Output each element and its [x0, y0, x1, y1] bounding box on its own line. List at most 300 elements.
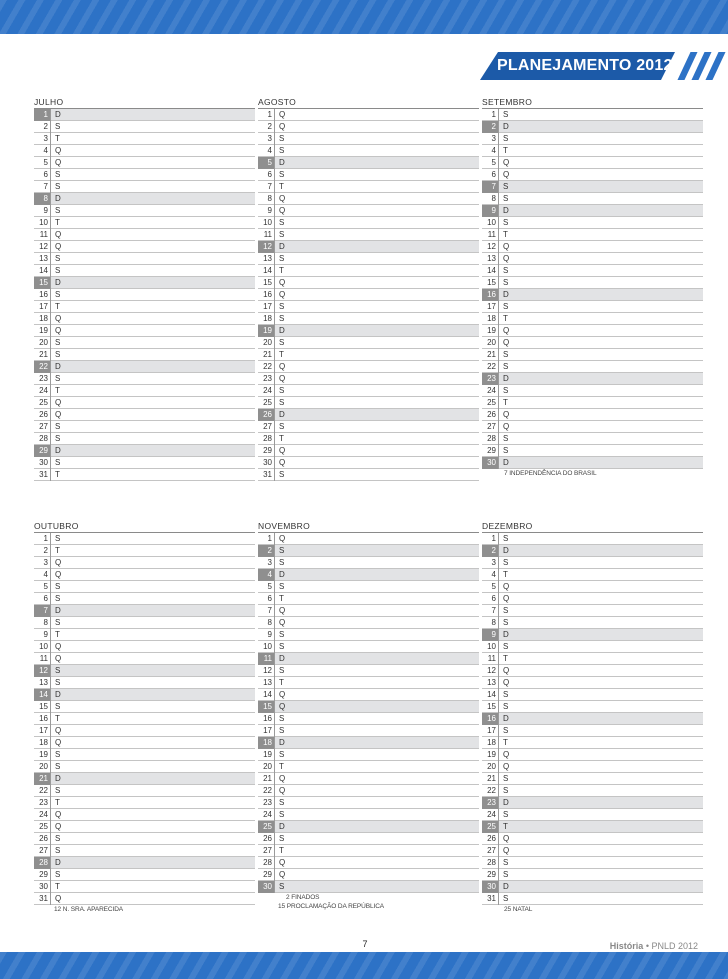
day-row [482, 181, 703, 193]
weekday-letter: Q [503, 325, 510, 335]
weekday-letter: S [503, 433, 509, 443]
weekday-letter: Q [503, 749, 510, 759]
day-number: 20 [39, 761, 48, 771]
weekday-letter: S [503, 265, 509, 275]
weekday-letter: Q [279, 289, 286, 299]
day-number: 20 [263, 337, 272, 347]
weekday-letter: S [503, 785, 509, 795]
day-row [258, 265, 479, 277]
weekday-letter: S [503, 857, 509, 867]
day-number: 7 [267, 181, 272, 191]
day-number: 12 [34, 665, 50, 677]
day-row [258, 361, 479, 373]
weekday-letter: T [503, 821, 508, 831]
day-row [258, 761, 479, 773]
day-row [258, 653, 479, 665]
day-number: 11 [487, 229, 496, 239]
weekday-letter: Q [279, 869, 286, 879]
day-number: 14 [34, 689, 50, 701]
day-row [482, 629, 703, 641]
weekday-letter: Q [503, 677, 510, 687]
weekday-letter: D [503, 373, 509, 383]
day-number: 5 [43, 581, 48, 591]
weekday-letter: Q [55, 641, 62, 651]
day-number: 8 [267, 617, 272, 627]
day-number: 24 [487, 809, 496, 819]
day-number: 13 [39, 253, 48, 263]
month-block-agosto [258, 96, 479, 481]
weekday-letter: Q [503, 833, 510, 843]
weekday-letter: T [503, 737, 508, 747]
day-number: 22 [263, 785, 272, 795]
day-row [34, 725, 255, 737]
day-row [258, 409, 479, 421]
day-number: 10 [39, 217, 48, 227]
weekday-letter: D [55, 445, 61, 455]
day-row [482, 277, 703, 289]
weekday-letter: S [55, 761, 61, 771]
day-row [482, 605, 703, 617]
day-number: 14 [487, 689, 496, 699]
weekday-letter: S [279, 169, 285, 179]
day-row [258, 301, 479, 313]
day-number: 29 [263, 445, 272, 455]
holiday-note: 15 PROCLAMAÇÃO DA REPÚBLICA [278, 903, 385, 910]
day-number: 9 [482, 629, 498, 641]
day-row [482, 121, 703, 133]
day-row [482, 361, 703, 373]
day-number: 28 [487, 857, 496, 867]
weekday-letter: S [279, 397, 285, 407]
day-row [34, 701, 255, 713]
month-block-julho [34, 96, 255, 481]
day-number: 25 [39, 397, 48, 407]
weekday-letter: S [55, 373, 61, 383]
weekday-letter: Q [279, 689, 286, 699]
day-number: 17 [487, 725, 496, 735]
weekday-letter: D [503, 713, 509, 723]
month-header: AGOSTO [258, 96, 479, 109]
weekday-letter: S [279, 665, 285, 675]
day-number: 16 [39, 713, 48, 723]
day-number: 10 [487, 217, 496, 227]
day-number: 26 [39, 409, 48, 419]
day-number: 1 [43, 533, 48, 543]
day-number: 3 [43, 133, 48, 143]
weekday-letter: S [55, 593, 61, 603]
weekday-letter: T [55, 797, 60, 807]
day-number: 15 [487, 701, 496, 711]
weekday-letter: T [503, 569, 508, 579]
weekday-letter: S [279, 337, 285, 347]
day-number: 15 [263, 277, 272, 287]
day-number: 15 [258, 701, 274, 713]
weekday-letter: T [279, 265, 284, 275]
day-number: 4 [491, 569, 496, 579]
day-row [482, 217, 703, 229]
day-number: 22 [263, 361, 272, 371]
day-row [482, 109, 703, 121]
month-header: DEZEMBRO [482, 520, 703, 533]
weekday-letter: D [503, 881, 509, 891]
day-number: 31 [39, 469, 48, 479]
day-number: 24 [263, 385, 272, 395]
day-number: 20 [487, 337, 496, 347]
day-number: 16 [482, 289, 498, 301]
day-row [482, 809, 703, 821]
day-number: 7 [34, 605, 50, 617]
day-row [34, 205, 255, 217]
day-row [34, 689, 255, 701]
weekday-letter: Q [279, 457, 286, 467]
month-block-setembro [482, 96, 703, 478]
day-row [258, 157, 479, 169]
day-row [482, 193, 703, 205]
day-number: 1 [491, 109, 496, 119]
day-number: 26 [487, 409, 496, 419]
day-row [258, 337, 479, 349]
weekday-letter: D [503, 457, 509, 467]
weekday-letter: T [279, 677, 284, 687]
weekday-letter: S [503, 301, 509, 311]
day-row [34, 397, 255, 409]
day-number: 9 [482, 205, 498, 217]
day-row [34, 385, 255, 397]
weekday-letter: S [279, 313, 285, 323]
day-number: 9 [267, 629, 272, 639]
weekday-letter: Q [55, 313, 62, 323]
weekday-letter: D [279, 241, 285, 251]
day-row [34, 773, 255, 785]
weekday-letter: T [55, 301, 60, 311]
weekday-letter: S [503, 193, 509, 203]
weekday-letter: D [503, 629, 509, 639]
day-number: 2 [482, 121, 498, 133]
day-row [258, 557, 479, 569]
day-row [482, 133, 703, 145]
page-number: 7 [354, 937, 376, 953]
day-number: 2 [43, 121, 48, 131]
weekday-letter: Q [55, 241, 62, 251]
day-number: 18 [487, 313, 496, 323]
day-number: 4 [491, 145, 496, 155]
weekday-letter: S [279, 545, 285, 555]
day-row [34, 713, 255, 725]
weekday-letter: S [503, 869, 509, 879]
day-row [34, 629, 255, 641]
day-row [34, 169, 255, 181]
weekday-letter: S [503, 809, 509, 819]
weekday-letter: D [279, 325, 285, 335]
weekday-letter: D [55, 109, 61, 119]
weekday-letter: T [279, 181, 284, 191]
weekday-letter: D [279, 653, 285, 663]
weekday-letter: S [503, 133, 509, 143]
day-row [34, 445, 255, 457]
day-row [258, 833, 479, 845]
day-number: 12 [39, 241, 48, 251]
day-number: 28 [487, 433, 496, 443]
day-number: 5 [258, 157, 274, 169]
weekday-letter: S [503, 361, 509, 371]
day-row [34, 761, 255, 773]
weekday-letter: Q [279, 361, 286, 371]
day-number: 28 [39, 433, 48, 443]
weekday-letter: D [503, 205, 509, 215]
day-number: 12 [487, 665, 496, 675]
weekday-letter: S [55, 677, 61, 687]
weekday-letter: S [503, 605, 509, 615]
day-row [258, 181, 479, 193]
day-row [34, 617, 255, 629]
day-number: 30 [39, 881, 48, 891]
day-number: 6 [267, 593, 272, 603]
day-row [34, 665, 255, 677]
day-number: 22 [34, 361, 50, 373]
day-number: 12 [263, 665, 272, 675]
weekday-letter: Q [279, 373, 286, 383]
day-number: 23 [482, 373, 498, 385]
day-number: 3 [267, 133, 272, 143]
weekday-letter: S [279, 145, 285, 155]
day-number: 4 [267, 145, 272, 155]
day-number: 7 [482, 181, 498, 193]
weekday-letter: S [503, 445, 509, 455]
day-row [34, 241, 255, 253]
weekday-letter: Q [55, 821, 62, 831]
day-row [482, 385, 703, 397]
weekday-letter: Q [279, 109, 286, 119]
day-row [482, 409, 703, 421]
weekday-letter: S [503, 349, 509, 359]
weekday-letter: S [55, 253, 61, 263]
weekday-letter: S [503, 893, 509, 903]
day-row [258, 133, 479, 145]
weekday-letter: Q [55, 145, 62, 155]
weekday-letter: S [503, 641, 509, 651]
day-row [34, 893, 255, 905]
day-number: 5 [267, 581, 272, 591]
weekday-letter: S [503, 557, 509, 567]
day-row [482, 265, 703, 277]
weekday-letter: Q [503, 593, 510, 603]
day-row [34, 557, 255, 569]
day-row [258, 385, 479, 397]
weekday-letter: S [279, 581, 285, 591]
weekday-letter: Q [55, 653, 62, 663]
weekday-letter: T [55, 217, 60, 227]
month-header: JULHO [34, 96, 255, 109]
day-row [482, 737, 703, 749]
holiday-note: 2 FINADOS [286, 894, 320, 901]
weekday-letter: D [503, 289, 509, 299]
weekday-letter: S [55, 121, 61, 131]
weekday-letter: D [503, 121, 509, 131]
weekday-letter: S [55, 785, 61, 795]
day-number: 6 [43, 593, 48, 603]
day-row [34, 845, 255, 857]
weekday-letter: Q [279, 121, 286, 131]
day-row [482, 701, 703, 713]
day-number: 29 [487, 869, 496, 879]
day-number: 4 [43, 145, 48, 155]
day-row [258, 373, 479, 385]
weekday-letter: Q [279, 701, 286, 711]
day-row [258, 469, 479, 481]
day-row [258, 325, 479, 337]
day-number: 19 [258, 325, 274, 337]
day-row [258, 457, 479, 469]
day-row [482, 557, 703, 569]
day-row [34, 785, 255, 797]
day-number: 29 [263, 869, 272, 879]
day-row [34, 109, 255, 121]
day-number: 15 [487, 277, 496, 287]
day-number: 14 [263, 265, 272, 275]
day-number: 10 [263, 641, 272, 651]
day-row [34, 749, 255, 761]
month-block-dezembro [482, 520, 703, 914]
weekday-letter: S [279, 229, 285, 239]
weekday-letter: T [279, 845, 284, 855]
day-row [482, 821, 703, 833]
day-number: 16 [482, 713, 498, 725]
day-number: 3 [267, 557, 272, 567]
day-number: 6 [491, 169, 496, 179]
weekday-letter: S [279, 217, 285, 227]
weekday-letter: S [279, 641, 285, 651]
day-row [258, 569, 479, 581]
day-row [34, 869, 255, 881]
weekday-letter: T [279, 349, 284, 359]
day-number: 21 [39, 349, 48, 359]
weekday-letter: Q [279, 205, 286, 215]
day-row [482, 289, 703, 301]
day-row [258, 193, 479, 205]
day-number: 5 [491, 157, 496, 167]
day-row [258, 205, 479, 217]
day-number: 12 [258, 241, 274, 253]
day-row [34, 217, 255, 229]
day-row [482, 325, 703, 337]
day-row [482, 397, 703, 409]
weekday-letter: Q [55, 325, 62, 335]
weekday-letter: T [503, 313, 508, 323]
day-number: 21 [34, 773, 50, 785]
day-row [258, 617, 479, 629]
weekday-letter: Q [503, 337, 510, 347]
day-number: 26 [39, 833, 48, 843]
day-row [34, 157, 255, 169]
weekday-letter: D [55, 605, 61, 615]
day-row [34, 409, 255, 421]
month-block-novembro [258, 520, 479, 911]
day-number: 30 [482, 881, 498, 893]
day-number: 10 [263, 217, 272, 227]
day-row [258, 169, 479, 181]
day-row [258, 749, 479, 761]
day-number: 19 [39, 749, 48, 759]
day-row [258, 533, 479, 545]
day-row [482, 533, 703, 545]
day-row [482, 797, 703, 809]
day-row [34, 737, 255, 749]
day-number: 15 [34, 277, 50, 289]
weekday-letter: Q [55, 409, 62, 419]
weekday-letter: T [55, 629, 60, 639]
day-row [258, 845, 479, 857]
day-row [482, 349, 703, 361]
day-row [482, 869, 703, 881]
day-number: 30 [482, 457, 498, 469]
day-row [482, 653, 703, 665]
weekday-letter: S [55, 421, 61, 431]
weekday-letter: D [55, 361, 61, 371]
day-row [34, 145, 255, 157]
day-row [482, 773, 703, 785]
weekday-letter: S [279, 713, 285, 723]
day-number: 26 [258, 409, 274, 421]
day-row [258, 217, 479, 229]
bottom-decorative-bar [0, 952, 728, 979]
day-number: 2 [482, 545, 498, 557]
day-number: 14 [263, 689, 272, 699]
day-row [482, 845, 703, 857]
day-row [34, 593, 255, 605]
weekday-letter: Q [503, 169, 510, 179]
weekday-letter: S [55, 457, 61, 467]
day-row [34, 361, 255, 373]
day-row [258, 677, 479, 689]
day-number: 23 [39, 797, 48, 807]
day-row [258, 689, 479, 701]
weekday-letter: S [279, 469, 285, 479]
day-row [258, 869, 479, 881]
day-number: 21 [487, 349, 496, 359]
weekday-letter: S [503, 277, 509, 287]
weekday-letter: S [55, 337, 61, 347]
weekday-letter: S [503, 181, 509, 191]
weekday-letter: Q [279, 773, 286, 783]
day-number: 18 [39, 313, 48, 323]
day-row [482, 145, 703, 157]
day-number: 8 [267, 193, 272, 203]
day-row [34, 133, 255, 145]
weekday-letter: S [279, 629, 285, 639]
day-number: 23 [39, 373, 48, 383]
day-row [258, 725, 479, 737]
weekday-letter: S [503, 701, 509, 711]
day-number: 27 [263, 421, 272, 431]
day-row [258, 109, 479, 121]
day-number: 22 [487, 785, 496, 795]
day-row [258, 641, 479, 653]
weekday-letter: S [503, 109, 509, 119]
day-number: 17 [263, 725, 272, 735]
day-number: 1 [267, 109, 272, 119]
day-row [34, 349, 255, 361]
weekday-letter: Q [279, 533, 286, 543]
day-number: 5 [43, 157, 48, 167]
weekday-letter: S [279, 421, 285, 431]
weekday-letter: T [55, 469, 60, 479]
weekday-letter: D [279, 737, 285, 747]
weekday-letter: S [279, 809, 285, 819]
day-number: 26 [487, 833, 496, 843]
day-number: 25 [263, 397, 272, 407]
day-row [34, 653, 255, 665]
day-row [258, 289, 479, 301]
